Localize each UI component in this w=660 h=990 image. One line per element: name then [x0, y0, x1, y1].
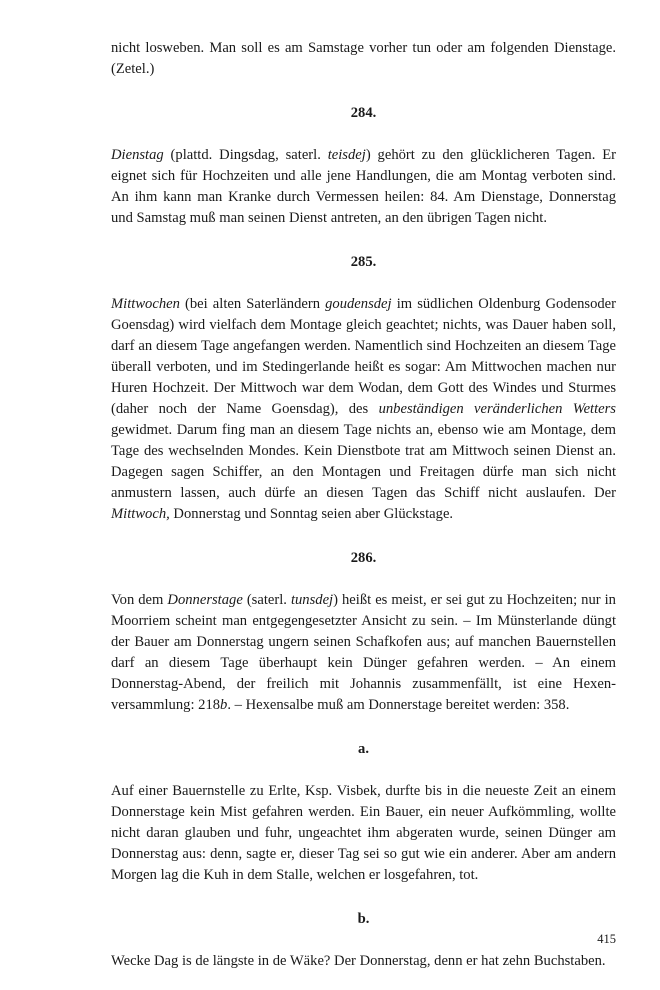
- subsection-heading-a: a.: [358, 741, 369, 757]
- section-heading-284: 284.: [350, 105, 377, 121]
- section-paragraph-286: Von dem Donnerstage (saterl. tunsdej) heißt es meist, er sei gut zu Hochzeiten; nur in Moorriem scheint man entgegengesetzter Ansicht zu sein. – Im Münsterlande düngt der Bauer am Donnerstag ungern seinen Schafkofen aus; auf manchen Bauernstellen darf an diesem Tage überhaupt kein Dünger gefahren werden. – An einem Donnerstag-Abend, der freilich mit Johannis zusammenfällt, ist eine Hexenversammlung: 218b. – Hexensalbe muß am Donnerstage bereitet werden: 358.: [111, 592, 616, 713]
- section-paragraph-285: Mittwochen (bei alten Saterländern goudensdej im südlichen Oldenburg Godensoder Goensdag) wird vielfach dem Montage gleich geachtet; nichts, was Dauer haben soll, darf an diesem Tage angefangen werden. Namentlich sind Hochzeiten an diesem Tage überall verboten, und im Stedingerlande heißt es sogar: Am Mittwochen machen nur Huren Hochzeit. Der Mittwoch war dem Wodan, dem Gott des Windes und Sturmes (daher noch der Name Goensdag), des unbeständigen veränderlichen Wetters gewidmet. Darum fing man an diesem Tage nichts an, ebenso wie am Montage, dem Tage des wechselnden Mondes. Kein Dienstbote trat am Mittwoch seinen Dienst an. Dagegen sagen Schiffer, an den Montagen und Freitagen dürfe man sich nicht anmustern lassen, auch dürfe an diesen Tagen das Schiff nicht auslaufen. Der Mittwoch, Donnerstag und Sonntag seien aber Glückstage.: [111, 296, 616, 522]
- section-heading-285: 285.: [350, 254, 377, 270]
- subsection-paragraph-b: Wecke Dag is de längste in de Wäke? Der Donnerstag, denn er hat zehn Buchstaben.: [111, 953, 606, 969]
- section-heading-286: 286.: [350, 550, 377, 566]
- intro-paragraph: nicht losweben. Man soll es am Samstage vorher tun oder am folgenden Dienstage. (Zetel.): [111, 40, 616, 77]
- section-paragraph-284: Dienstag (plattd. Dingsdag, saterl. teisdej) gehört zu den glücklicheren Tagen. Er eignet sich für Hochzeiten und alle jene Handlungen, die am Montag verboten sind. An ihm kann man Kranke durch Vermessen heilen: 84. Am Dienstage, Donnerstag und Samstag muß man seinen Dienst antreten, an den übrigen Tagen nicht.: [111, 147, 616, 226]
- subsection-heading-b: b.: [357, 911, 370, 927]
- page-body: [111, 38, 616, 972]
- page-number: 415: [597, 932, 616, 946]
- subsection-paragraph-a: Auf einer Bauernstelle zu Erlte, Ksp. Visbek, durfte bis in die neueste Zeit an einem Donnerstage kein Mist gefahren werden. Ein Bauer, ein neuer Aufkömmling, wollte nicht daran glauben und fuhr, ungeachtet ihm abgeraten wurde, seinen Dünger am Donnerstag aus: denn, sagte er, dieser Tag sei so gut wie ein anderer. Aber am andern Morgen lag die Kuh in dem Stalle, welchen er losgefahren, tot.: [111, 783, 616, 883]
